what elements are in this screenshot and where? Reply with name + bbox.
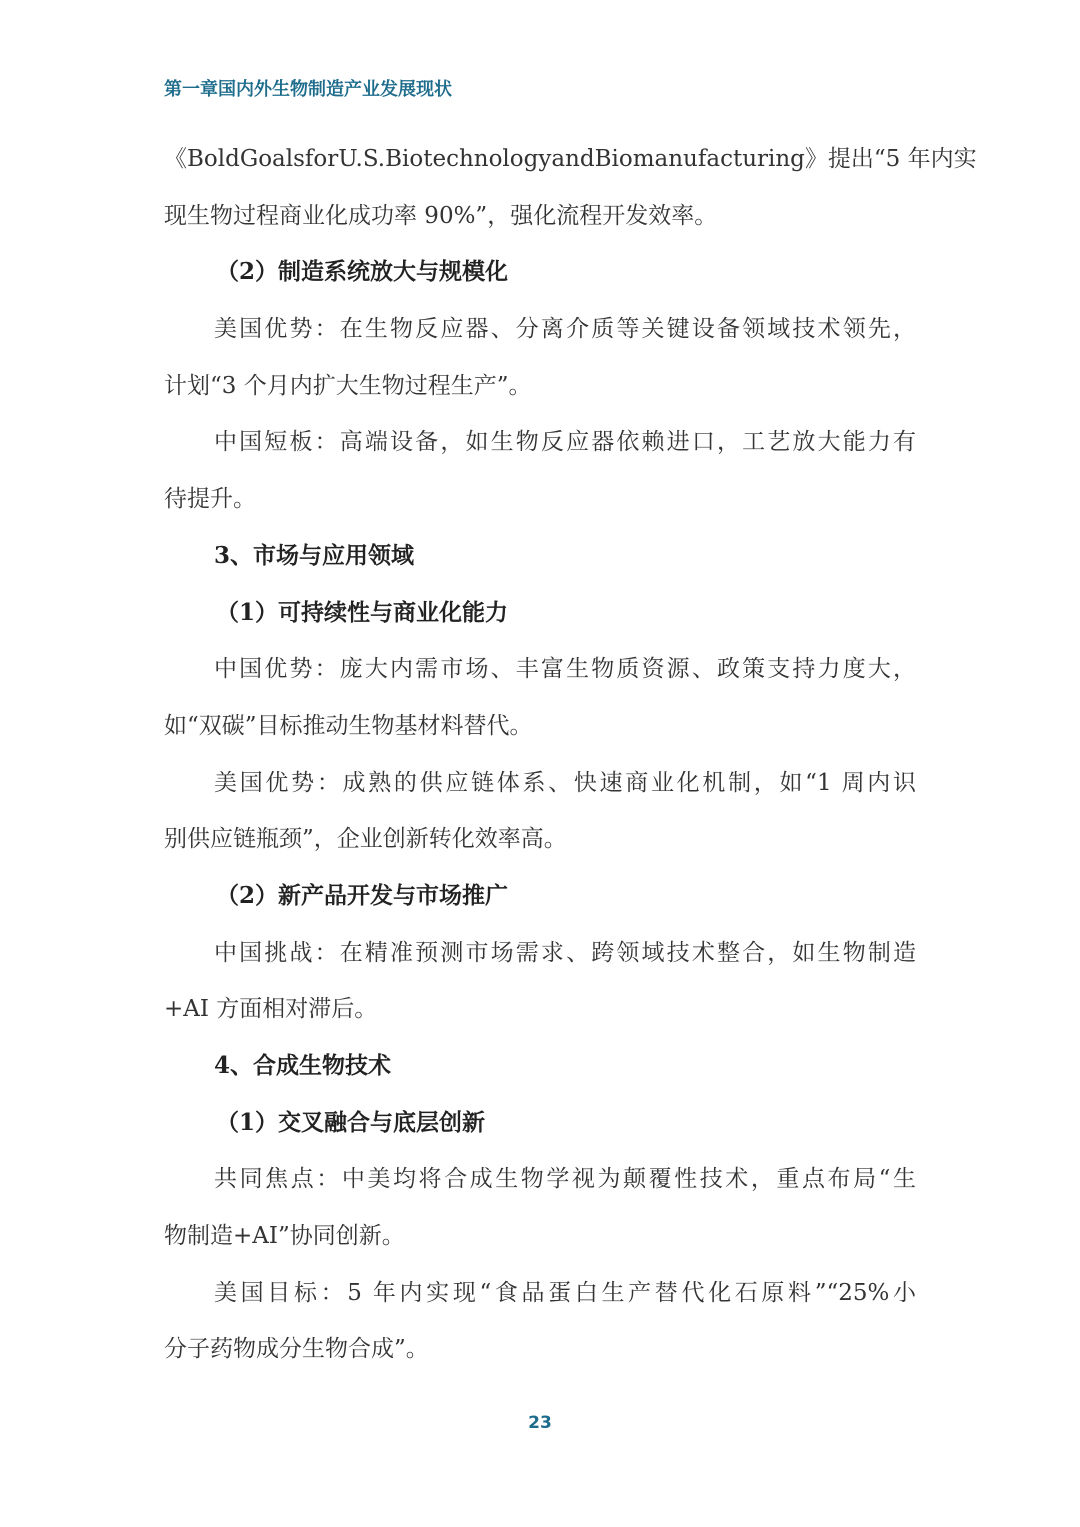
paragraph-line: +AI 方面相对滞后。	[164, 996, 378, 1023]
paragraph-line: 如“双碳”目标推动生物基材料替代。	[164, 712, 533, 739]
paragraph-line: 共同焦点：中美均将合成生物学视为颠覆性技术，重点布局“生	[214, 1166, 916, 1193]
paragraph-line: 中国挑战：在精准预测市场需求、跨领域技术整合，如生物制造	[214, 939, 916, 966]
paragraph-line: 计划“3 个月内扩大生物过程生产”。	[164, 372, 532, 399]
subsection-heading: （1）交叉融合与底层创新	[216, 1108, 486, 1136]
paragraph-line: 中国短板：高端设备，如生物反应器依赖进口，工艺放大能力有	[214, 429, 916, 456]
paragraph-line: 现生物过程商业化成功率 90%”，强化流程开发效率。	[164, 202, 718, 229]
running-header: 第一章国内外生物制造产业发展现状	[164, 79, 452, 100]
section-heading: 4、合成生物技术	[214, 1052, 392, 1079]
subsection-heading: （1）可持续性与商业化能力	[216, 598, 509, 626]
paragraph-line: 美国优势：在生物反应器、分离介质等关键设备领域技术领先，	[214, 316, 916, 343]
paragraph-line: 中国优势：庞大内需市场、丰富生物质资源、政策支持力度大，	[214, 656, 916, 683]
document-body	[164, 131, 977, 1378]
paragraph-line: 物制造+AI”协同创新。	[164, 1223, 405, 1250]
page-number: 23	[528, 1413, 552, 1433]
paragraph-line: 美国目标：5 年内实现“食品蛋白生产替代化石原料”“25%小	[214, 1279, 916, 1306]
subsection-heading: （2）新产品开发与市场推广	[216, 881, 509, 909]
paragraph-line: 《BoldGoalsforU.S.BiotechnologyandBiomanufacturing》提出“5 年内实	[164, 146, 977, 172]
paragraph-line: 美国优势：成熟的供应链体系、快速商业化机制，如“1 周内识	[214, 769, 916, 796]
paragraph-line: 分子药物成分生物合成”。	[164, 1336, 429, 1363]
paragraph-line: 待提升。	[164, 486, 256, 513]
section-heading: 3、市场与应用领域	[214, 541, 415, 569]
paragraph-line: 别供应链瓶颈”，企业创新转化效率高。	[164, 826, 567, 853]
subsection-heading: （2）制造系统放大与规模化	[216, 258, 509, 286]
